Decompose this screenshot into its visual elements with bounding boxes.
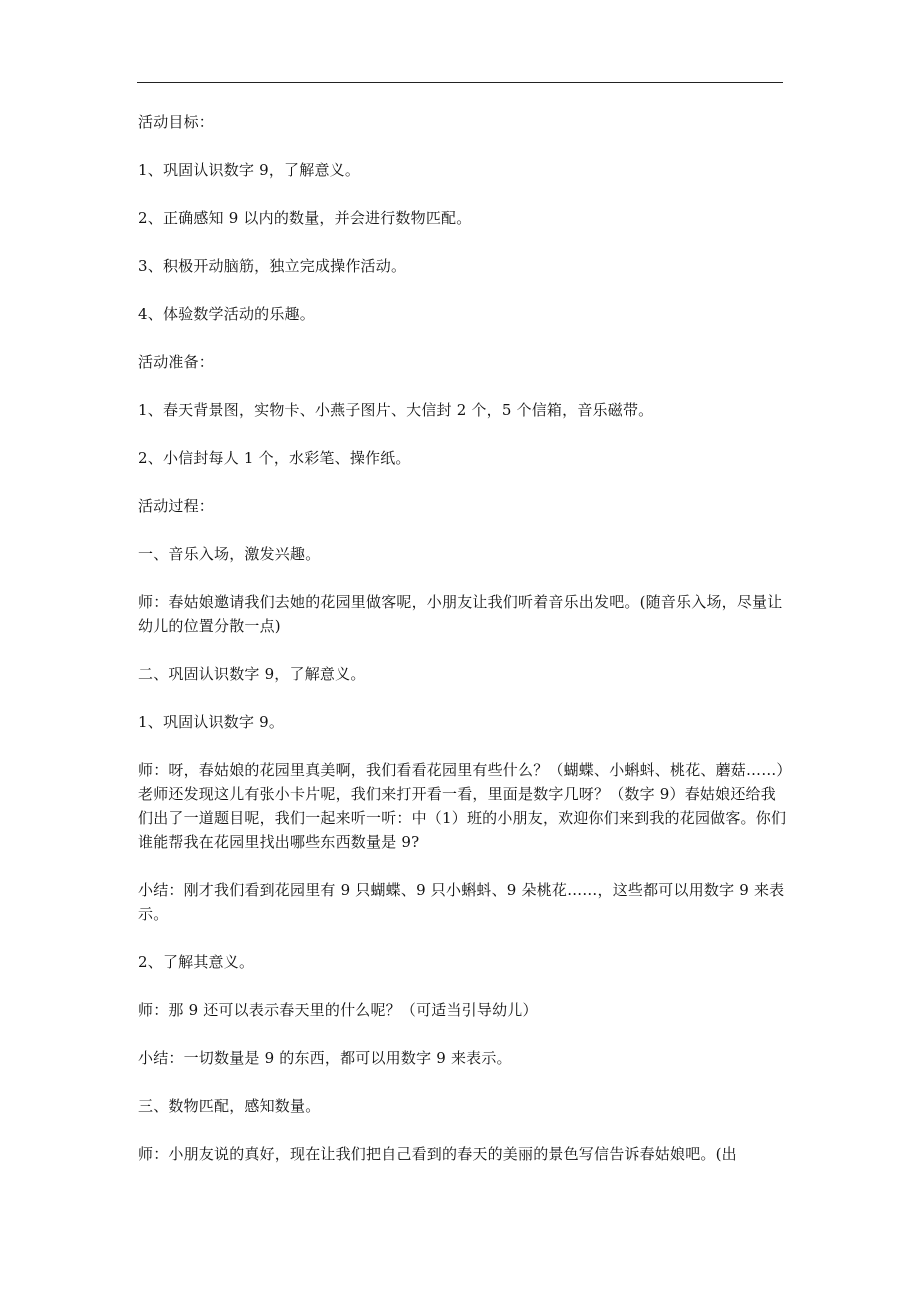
goal-item-4: 4、体验数学活动的乐趣。 [138, 305, 315, 323]
process-step-2-sub-1: 1、巩固认识数字 9。 [138, 713, 285, 731]
goal-item-3: 3、积极开动脑筋，独立完成操作活动。 [138, 257, 407, 275]
process-step-2-sub-2: 2、了解其意义。 [138, 953, 255, 971]
process-step-2-summary-2: 小结：一切数量是 9 的东西，都可以用数字 9 来表示。 [138, 1049, 512, 1067]
goal-item-2: 2、正确感知 9 以内的数量，并会进行数物匹配。 [138, 209, 472, 227]
process-step-2-summary-1: 小结：刚才我们看到花园里有 9 只蝴蝶、9 只小蝌蚪、9 朵桃花……，这些都可以用数字 9 来表示。 [138, 881, 785, 923]
heading-activity-goals: 活动目标： [138, 113, 215, 131]
process-step-2-title: 二、巩固认识数字 9，了解意义。 [138, 665, 366, 683]
heading-activity-preparation: 活动准备： [138, 353, 215, 371]
heading-activity-process: 活动过程： [138, 497, 215, 515]
process-step-3-title: 三、数物匹配，感知数量。 [138, 1097, 321, 1115]
preparation-item-2: 2、小信封每人 1 个，水彩笔、操作纸。 [138, 449, 411, 467]
process-step-1-title: 一、音乐入场，激发兴趣。 [138, 545, 321, 563]
goal-item-1: 1、巩固认识数字 9，了解意义。 [138, 161, 361, 179]
process-step-1-text: 师：春姑娘邀请我们去她的花园里做客呢，小朋友让我们听着音乐出发吧。(随音乐入场，尽量让幼儿的位置分散一点) [138, 593, 783, 635]
process-step-2-question: 师：那 9 还可以表示春天里的什么呢？（可适当引导幼儿） [138, 1001, 538, 1019]
header-rule [137, 82, 783, 83]
process-step-3-text: 师：小朋友说的真好，现在让我们把自己看到的春天的美丽的景色写信告诉春姑娘吧。(出 [138, 1145, 737, 1163]
preparation-item-1: 1、春天背景图，实物卡、小燕子图片、大信封 2 个，5 个信箱，音乐磁带。 [138, 401, 654, 419]
process-step-2-dialogue: 师：呀，春姑娘的花园里真美啊，我们看看花园里有些什么？（蝴蝶、小蝌蚪、桃花、蘑菇……）老师还发现这儿有张小卡片呢，我们来打开看一看，里面是数字几呀？（数字 9）春姑娘还给我们出了一道题目呢，我们一起来听一听：中（1）班的小朋友，欢迎你们来到我的花园做客。你们谁能帮我在花园里找出哪些东西数量是 9? [138, 761, 787, 851]
document-body [138, 110, 788, 1190]
